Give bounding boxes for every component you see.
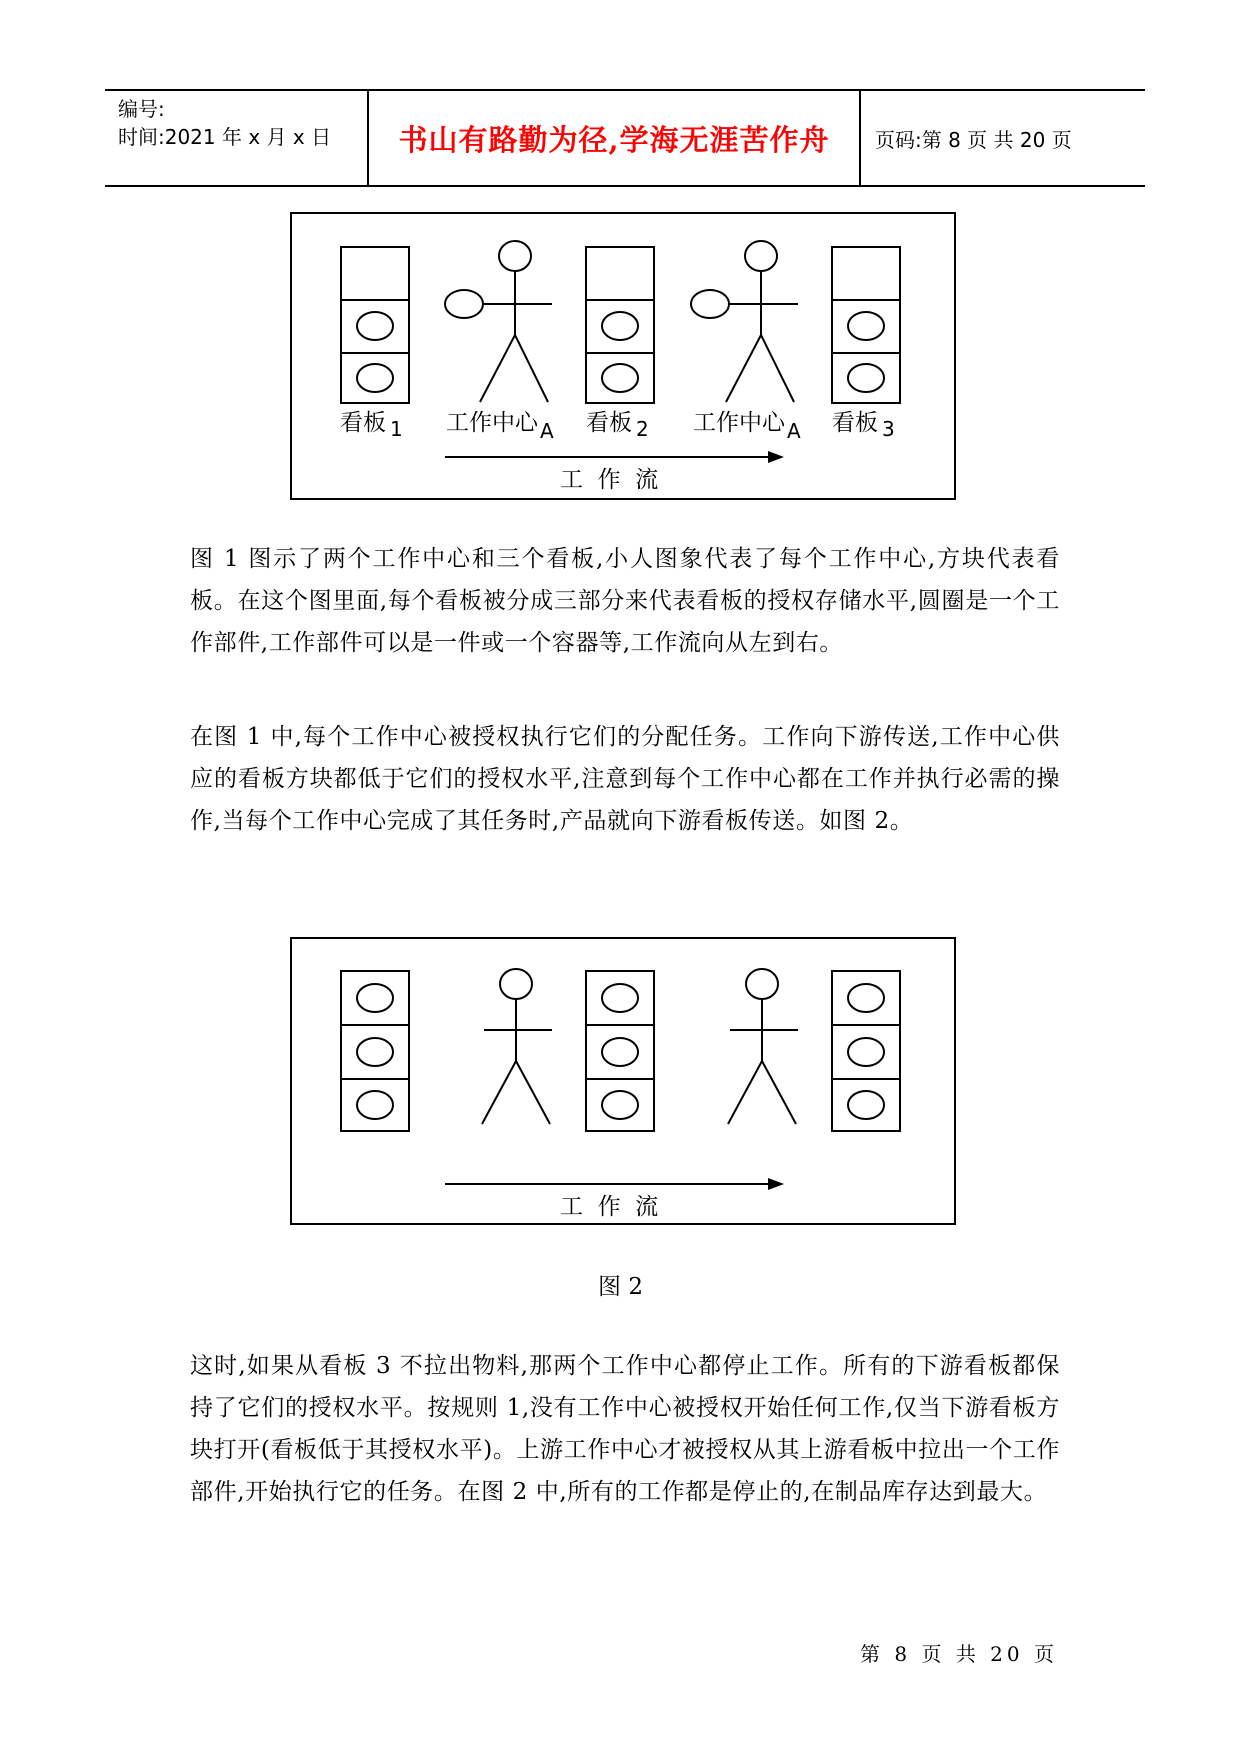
- kanban-3-subscript: 3: [882, 417, 895, 441]
- header-left-cell: [118, 95, 331, 151]
- document-number-label: 编号:: [118, 97, 165, 121]
- header-motto: 书山有路勤为径,学海无涯苦作舟: [398, 122, 830, 157]
- kanban-3-label: 看板: [832, 410, 878, 436]
- figure-2: [290, 937, 956, 1227]
- header-divider: [859, 91, 861, 185]
- page-header: [105, 89, 1145, 187]
- work-flow-label: 工 作 流: [560, 1194, 659, 1220]
- kanban-2-subscript: 2: [636, 417, 649, 441]
- figure-2-caption: 图 2: [598, 1274, 643, 1300]
- kanban-2-label: 看板: [586, 410, 632, 436]
- paragraph-3: 这时,如果从看板 3 不拉出物料,那两个工作中心都停止工作。所有的下游看板都保持了它们的授权水平。按规则 1,没有工作中心被授权开始任何工作,仅当下游看板方块打开(看板低于其授权水平)。上游工作中心才被授权从其上游看板中拉出一个工作部件,开始执行它的任务。在图 2 中,所有的工作都是停止的,在制品库存达到最大。: [190, 1353, 1060, 1505]
- figure-1-diagram: [290, 212, 956, 502]
- kanban-1-subscript: 1: [390, 417, 403, 441]
- work-center-1-label: 工作中心: [446, 410, 538, 436]
- work-center-2-subscript: A: [787, 419, 801, 443]
- figure-2-diagram: [290, 937, 956, 1227]
- paragraph-2: 在图 1 中,每个工作中心被授权执行它们的分配任务。工作向下游传送,工作中心供应的看板方块都低于它们的授权水平,注意到每个工作中心都在工作并执行必需的操作,当每个工作中心完成了其任务时,产品就向下游看板传送。如图 2。: [190, 724, 1060, 834]
- work-flow-label: 工 作 流: [560, 467, 659, 493]
- kanban-1-label: 看板: [340, 410, 386, 436]
- work-center-2-label: 工作中心: [693, 410, 785, 436]
- figure-1: [290, 212, 956, 502]
- page-footer: 第 8 页 共 20 页: [860, 1642, 1058, 1666]
- document-time-label: 时间:2021 年 x 月 x 日: [118, 125, 332, 149]
- paragraph-1: 图 1 图示了两个工作中心和三个看板,小人图象代表了每个工作中心,方块代表看板。在这个图里面,每个看板被分成三部分来代表看板的授权存储水平,圆圈是一个工作部件,工作部件可以是一件或一个容器等,工作流向从左到右。: [190, 546, 1060, 656]
- work-center-1-subscript: A: [540, 419, 554, 443]
- header-page-info: 页码:第 8 页 共 20 页: [875, 127, 1072, 152]
